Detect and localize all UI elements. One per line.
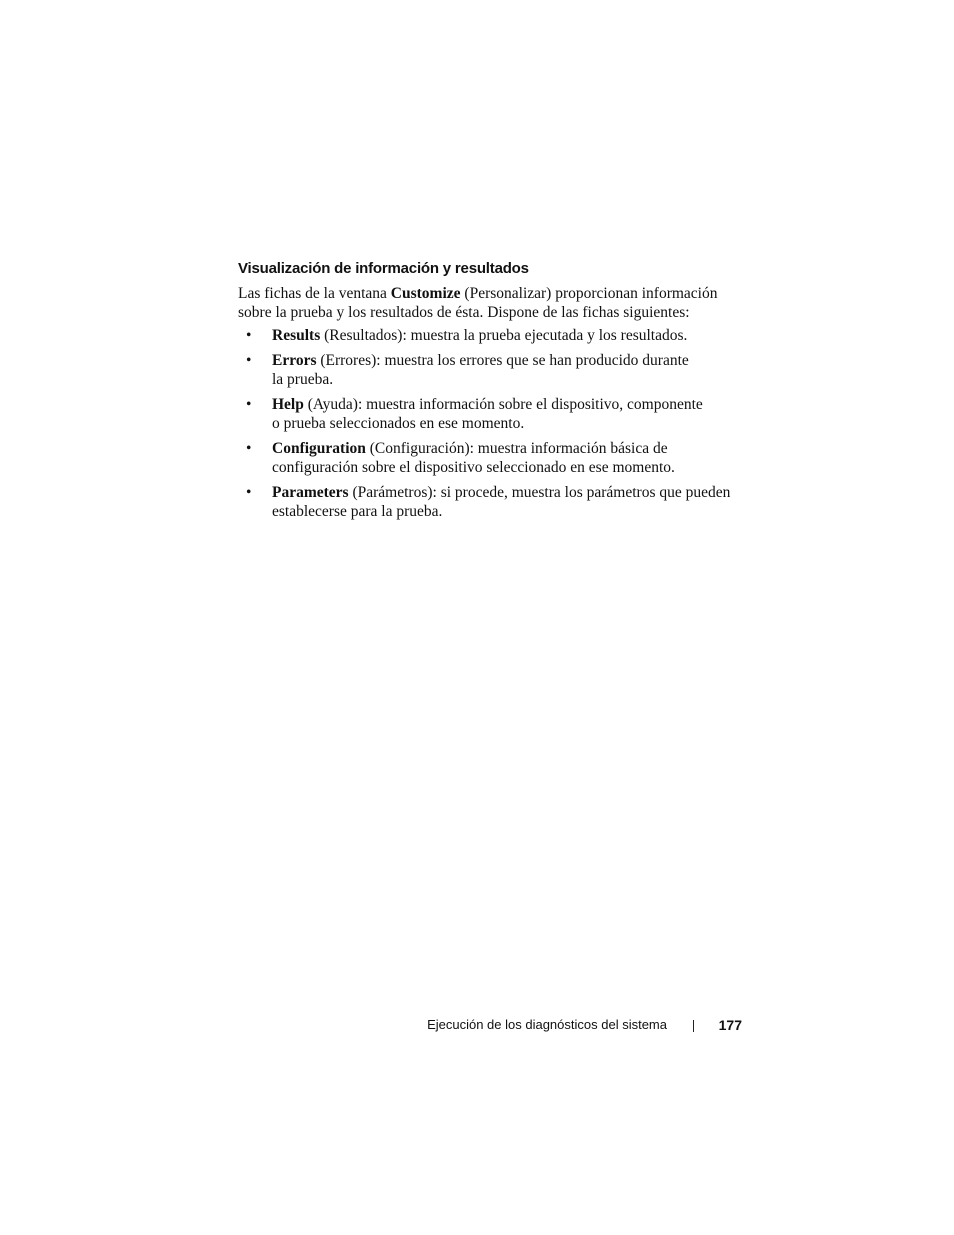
bullet-icon: • [246,352,252,369]
list-item-description-continued: o prueba seleccionados en ese momento. [272,415,525,432]
list-item [238,326,743,345]
list-item [238,395,743,433]
list-item-text [272,326,734,345]
bullet-icon: • [246,440,252,457]
list-item-description: (Ayuda): muestra información sobre el dispositivo, componente [303,396,703,413]
list-item-text [272,395,734,433]
list-item-term: Parameters [272,484,349,501]
list-item [238,351,743,389]
page-content [238,258,743,527]
list-item-term: Help [272,396,304,413]
list-item-term: Configuration [272,440,366,457]
bullet-icon: • [246,484,252,501]
list-item-description: (Errores): muestra los errores que se han producido durante [316,352,689,369]
bullet-icon: • [246,327,252,344]
list-item-text [272,483,734,521]
list-item-description-continued: la prueba. [272,371,334,388]
page-number: 177 [718,1017,742,1033]
list-item-description: (Parámetros): si procede, muestra los parámetros que pueden [348,484,731,501]
list-item-description-continued: configuración sobre el dispositivo seleccionado en ese momento. [272,459,675,476]
list-item-description: (Resultados): muestra la prueba ejecutada y los resultados. [320,327,688,344]
intro-text-before: Las fichas de la ventana [238,285,391,302]
page-footer [420,1014,742,1036]
footer-divider [693,1020,694,1032]
list-item [238,439,743,477]
bullet-icon: • [246,396,252,413]
tabs-list [238,326,743,521]
list-item-term: Results [272,327,321,344]
footer-chapter-title: Ejecución de los diagnósticos del sistema [427,1017,667,1032]
section-heading: Visualización de información y resultados [238,260,529,277]
list-item-text [272,351,734,389]
intro-term-customize: Customize [390,285,461,302]
list-item-description: (Configuración): muestra información básica de [365,440,668,457]
list-item-text [272,439,734,477]
list-item-description-continued: establecerse para la prueba. [272,503,443,520]
intro-paragraph [238,284,743,322]
list-item-term: Errors [272,352,317,369]
intro-text-after: (Personalizar) proporcionan información sobre la prueba y los resultados de ésta. Dispone de las fichas siguientes: [238,285,718,321]
list-item [238,483,743,521]
